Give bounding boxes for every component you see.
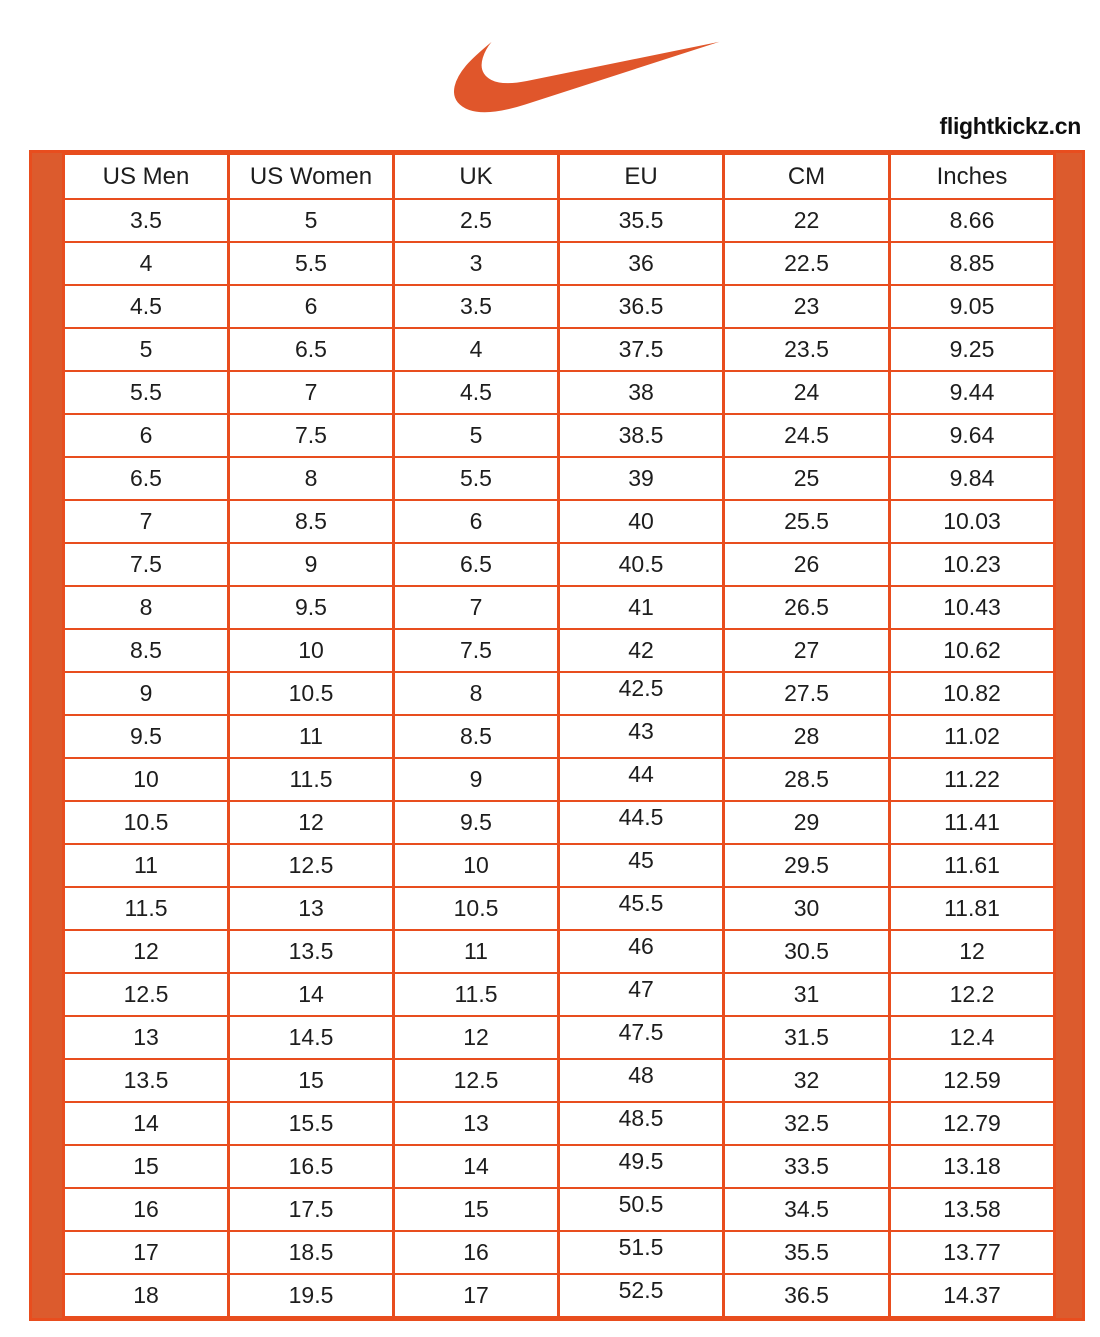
left-accent-bar [32, 153, 62, 1318]
table-cell: 11 [394, 930, 559, 973]
table-cell: 8.5 [394, 715, 559, 758]
table-row [64, 1145, 1055, 1188]
table-cell: 36.5 [559, 285, 724, 328]
table-cell: 9 [229, 543, 394, 586]
table-cell: 12.59 [890, 1059, 1055, 1102]
table-cell: 36 [559, 242, 724, 285]
table-cell: 4.5 [64, 285, 229, 328]
table-cell: 11.02 [890, 715, 1055, 758]
table-cell: 8 [394, 672, 559, 715]
table-cell: 6.5 [64, 457, 229, 500]
table-cell: 12.2 [890, 973, 1055, 1016]
size-table-body [64, 199, 1055, 1317]
table-cell: 17 [64, 1231, 229, 1274]
table-row [64, 715, 1055, 758]
table-cell: 7 [394, 586, 559, 629]
table-row [64, 1059, 1055, 1102]
table-cell: 11.5 [229, 758, 394, 801]
table-cell: 51.5 [559, 1231, 724, 1274]
table-cell: 22 [724, 199, 890, 242]
table-cell: 9.84 [890, 457, 1055, 500]
table-cell: 27.5 [724, 672, 890, 715]
table-cell: 46 [559, 930, 724, 973]
size-table-head-row [64, 154, 1055, 199]
table-cell: 47.5 [559, 1016, 724, 1059]
table-cell: 27 [724, 629, 890, 672]
table-row [64, 1231, 1055, 1274]
table-cell: 52.5 [559, 1274, 724, 1317]
table-cell: 40.5 [559, 543, 724, 586]
table-cell: 22.5 [724, 242, 890, 285]
table-row [64, 543, 1055, 586]
table-cell: 23.5 [724, 328, 890, 371]
table-cell: 13.5 [229, 930, 394, 973]
table-cell: 4.5 [394, 371, 559, 414]
table-cell: 7.5 [394, 629, 559, 672]
table-cell: 3.5 [394, 285, 559, 328]
table-cell: 17.5 [229, 1188, 394, 1231]
table-cell: 5.5 [394, 457, 559, 500]
table-cell: 33.5 [724, 1145, 890, 1188]
table-cell: 9.5 [394, 801, 559, 844]
table-cell: 7.5 [64, 543, 229, 586]
table-row [64, 285, 1055, 328]
table-cell: 10.03 [890, 500, 1055, 543]
table-cell: 11 [64, 844, 229, 887]
table-cell: 38 [559, 371, 724, 414]
table-row [64, 1188, 1055, 1231]
table-cell: 3.5 [64, 199, 229, 242]
table-cell: 10.82 [890, 672, 1055, 715]
table-cell: 13 [229, 887, 394, 930]
table-cell: 19.5 [229, 1274, 394, 1317]
size-chart-container [29, 150, 1085, 1321]
table-cell: 37.5 [559, 328, 724, 371]
table-cell: 12 [64, 930, 229, 973]
table-cell: 25 [724, 457, 890, 500]
table-row [64, 887, 1055, 930]
table-cell: 28.5 [724, 758, 890, 801]
table-cell: 49.5 [559, 1145, 724, 1188]
table-cell: 7 [229, 371, 394, 414]
table-cell: 42 [559, 629, 724, 672]
table-row [64, 414, 1055, 457]
table-cell: 11.41 [890, 801, 1055, 844]
table-cell: 10.62 [890, 629, 1055, 672]
table-cell: 11.5 [64, 887, 229, 930]
table-cell: 32 [724, 1059, 890, 1102]
table-row [64, 1016, 1055, 1059]
table-cell: 8.5 [64, 629, 229, 672]
table-cell: 35.5 [724, 1231, 890, 1274]
table-cell: 6.5 [394, 543, 559, 586]
table-cell: 31.5 [724, 1016, 890, 1059]
table-cell: 36.5 [724, 1274, 890, 1317]
table-cell: 6 [394, 500, 559, 543]
column-header-uk: UK [394, 154, 559, 199]
table-cell: 39 [559, 457, 724, 500]
table-cell: 11.61 [890, 844, 1055, 887]
table-cell: 6 [64, 414, 229, 457]
table-row [64, 1102, 1055, 1145]
table-cell: 4 [64, 242, 229, 285]
table-cell: 10 [394, 844, 559, 887]
table-cell: 13.77 [890, 1231, 1055, 1274]
table-cell: 13.5 [64, 1059, 229, 1102]
table-cell: 18.5 [229, 1231, 394, 1274]
table-cell: 47 [559, 973, 724, 1016]
table-cell: 8 [229, 457, 394, 500]
table-cell: 17 [394, 1274, 559, 1317]
table-cell: 26.5 [724, 586, 890, 629]
table-cell: 50.5 [559, 1188, 724, 1231]
table-row [64, 1274, 1055, 1317]
table-row [64, 199, 1055, 242]
site-label: flightkickz.cn [939, 113, 1081, 139]
table-cell: 2.5 [394, 199, 559, 242]
size-table-head [64, 154, 1055, 199]
table-row [64, 500, 1055, 543]
table-cell: 9.25 [890, 328, 1055, 371]
table-cell: 48 [559, 1059, 724, 1102]
table-cell: 5 [229, 199, 394, 242]
table-cell: 10.5 [64, 801, 229, 844]
nike-swoosh-icon [454, 30, 722, 124]
table-cell: 8.66 [890, 199, 1055, 242]
table-cell: 5.5 [229, 242, 394, 285]
table-cell: 44 [559, 758, 724, 801]
table-cell: 40 [559, 500, 724, 543]
table-cell: 4 [394, 328, 559, 371]
table-cell: 7 [64, 500, 229, 543]
table-cell: 14.5 [229, 1016, 394, 1059]
table-cell: 45 [559, 844, 724, 887]
table-cell: 26 [724, 543, 890, 586]
table-cell: 11.81 [890, 887, 1055, 930]
table-cell: 9.44 [890, 371, 1055, 414]
table-cell: 28 [724, 715, 890, 758]
table-cell: 9.05 [890, 285, 1055, 328]
table-cell: 34.5 [724, 1188, 890, 1231]
table-cell: 12.5 [394, 1059, 559, 1102]
column-header-cm: CM [724, 154, 890, 199]
column-header-us-women: US Women [229, 154, 394, 199]
table-row [64, 586, 1055, 629]
table-cell: 12.5 [64, 973, 229, 1016]
table-cell: 29.5 [724, 844, 890, 887]
table-cell: 44.5 [559, 801, 724, 844]
table-cell: 32.5 [724, 1102, 890, 1145]
table-cell: 42.5 [559, 672, 724, 715]
table-cell: 31 [724, 973, 890, 1016]
table-cell: 12.79 [890, 1102, 1055, 1145]
table-cell: 9.64 [890, 414, 1055, 457]
column-header-inches: Inches [890, 154, 1055, 199]
table-cell: 9.5 [64, 715, 229, 758]
table-cell: 12.4 [890, 1016, 1055, 1059]
table-cell: 10.5 [394, 887, 559, 930]
table-cell: 10.5 [229, 672, 394, 715]
table-cell: 3 [394, 242, 559, 285]
table-cell: 45.5 [559, 887, 724, 930]
table-cell: 15 [229, 1059, 394, 1102]
table-cell: 10.23 [890, 543, 1055, 586]
table-cell: 11.5 [394, 973, 559, 1016]
table-row [64, 371, 1055, 414]
table-cell: 8 [64, 586, 229, 629]
table-cell: 12 [890, 930, 1055, 973]
table-cell: 48.5 [559, 1102, 724, 1145]
table-cell: 13.58 [890, 1188, 1055, 1231]
table-cell: 13 [64, 1016, 229, 1059]
table-cell: 24 [724, 371, 890, 414]
table-cell: 35.5 [559, 199, 724, 242]
table-row [64, 801, 1055, 844]
table-cell: 8.85 [890, 242, 1055, 285]
table-cell: 11 [229, 715, 394, 758]
column-header-eu: EU [559, 154, 724, 199]
table-cell: 15 [394, 1188, 559, 1231]
table-cell: 25.5 [724, 500, 890, 543]
table-row [64, 328, 1055, 371]
table-cell: 29 [724, 801, 890, 844]
table-cell: 5.5 [64, 371, 229, 414]
table-cell: 14 [64, 1102, 229, 1145]
table-cell: 14 [229, 973, 394, 1016]
table-cell: 41 [559, 586, 724, 629]
table-cell: 16.5 [229, 1145, 394, 1188]
table-cell: 12 [394, 1016, 559, 1059]
size-chart-table [62, 153, 1056, 1318]
table-row [64, 758, 1055, 801]
table-cell: 16 [394, 1231, 559, 1274]
table-cell: 30 [724, 887, 890, 930]
right-accent-bar [1056, 153, 1082, 1318]
table-cell: 16 [64, 1188, 229, 1231]
table-cell: 38.5 [559, 414, 724, 457]
table-cell: 15.5 [229, 1102, 394, 1145]
table-cell: 18 [64, 1274, 229, 1317]
table-cell: 11.22 [890, 758, 1055, 801]
table-row [64, 242, 1055, 285]
table-cell: 10 [64, 758, 229, 801]
table-cell: 9 [394, 758, 559, 801]
table-cell: 5 [394, 414, 559, 457]
table-cell: 5 [64, 328, 229, 371]
table-cell: 12.5 [229, 844, 394, 887]
table-cell: 24.5 [724, 414, 890, 457]
table-cell: 6.5 [229, 328, 394, 371]
column-header-us-men: US Men [64, 154, 229, 199]
table-cell: 14.37 [890, 1274, 1055, 1317]
table-cell: 23 [724, 285, 890, 328]
table-row [64, 973, 1055, 1016]
table-row [64, 930, 1055, 973]
table-cell: 14 [394, 1145, 559, 1188]
table-cell: 13.18 [890, 1145, 1055, 1188]
table-row [64, 457, 1055, 500]
table-cell: 43 [559, 715, 724, 758]
table-cell: 10 [229, 629, 394, 672]
table-cell: 9 [64, 672, 229, 715]
table-row [64, 844, 1055, 887]
table-cell: 6 [229, 285, 394, 328]
table-cell: 10.43 [890, 586, 1055, 629]
table-cell: 7.5 [229, 414, 394, 457]
table-row [64, 629, 1055, 672]
table-cell: 12 [229, 801, 394, 844]
table-cell: 15 [64, 1145, 229, 1188]
table-cell: 13 [394, 1102, 559, 1145]
table-cell: 8.5 [229, 500, 394, 543]
table-row [64, 672, 1055, 715]
table-cell: 9.5 [229, 586, 394, 629]
table-cell: 30.5 [724, 930, 890, 973]
